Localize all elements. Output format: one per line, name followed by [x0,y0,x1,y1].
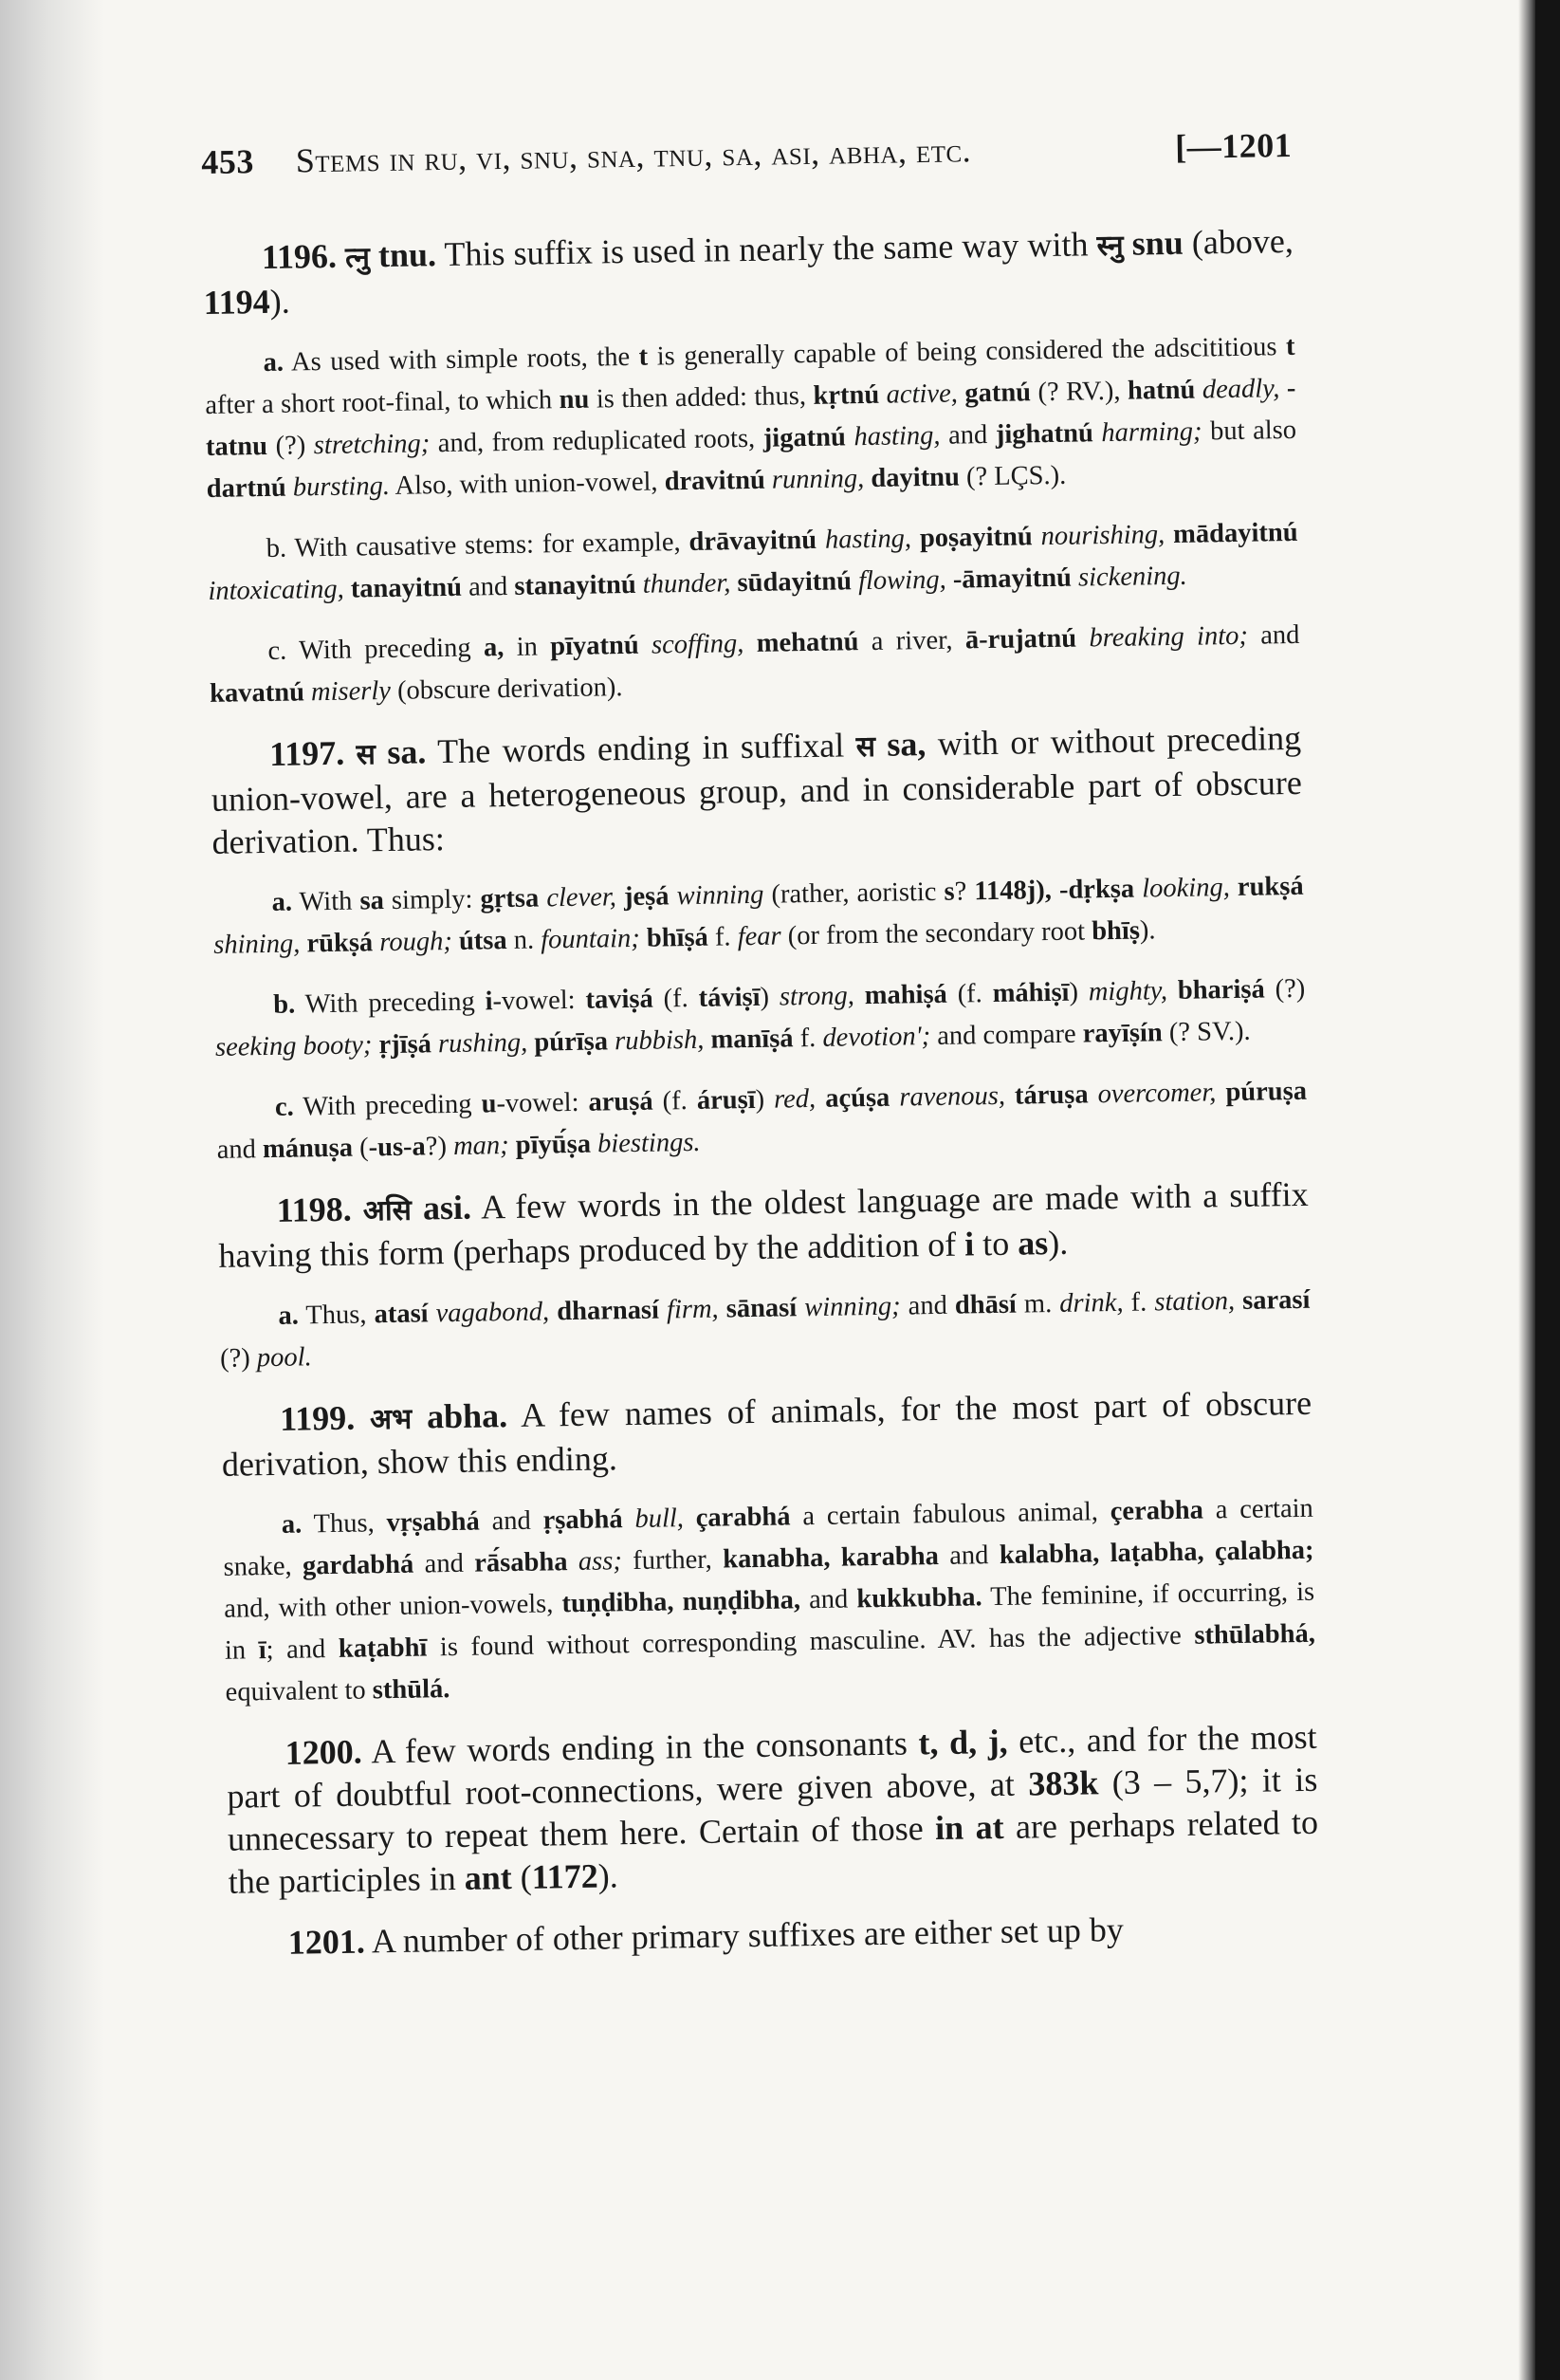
sanskrit-word: -dṛkṣa [1058,874,1135,905]
sanskrit-word: gṛtsa [480,883,540,914]
gloss: mighty, [1088,976,1168,1007]
subsection-1196b [207,512,1298,613]
section-text: are perhaps related to the participles in [228,1802,1319,1901]
sanskrit-form: sa [359,886,385,916]
section-number: 1197. [268,733,345,773]
gloss: station, [1154,1286,1236,1318]
section-text: etc., and for the most part of doubtful root-connections, were given above, at [227,1717,1317,1816]
sanskrit-word: rā́sabha [474,1547,568,1578]
subsection-text: after a short root-final, to which [205,385,553,420]
sanskrit-word: stanayitnú [514,569,636,601]
sanskrit-word: jeṣá [623,881,670,913]
running-title: Stems in ru, vi, snu, sna, tnu, sa, asi, abha, etc. [295,131,972,180]
subsection-text: (f. [663,984,688,1014]
subsection-text: With [299,886,353,917]
subsection-label: b. [273,989,296,1020]
sanskrit-word: açúṣa [824,1082,890,1114]
sanskrit-word: ā-rujatnú [964,623,1077,655]
page-number: 453 [201,142,255,181]
sanskrit-word: jigatnú [762,422,847,453]
subsection-text: and [1259,619,1300,651]
subsection-text: Also, with union-vowel, [395,467,658,501]
subsection-1197b [214,969,1306,1069]
gloss: deadly, [1202,374,1280,405]
subsection-text: and [491,1505,532,1537]
subsection-text: (rather, aoristic [771,876,937,910]
cross-reference: 383k [1027,1763,1099,1803]
sanskrit-word: sthūlabhá, [1194,1618,1316,1651]
subsection-text: and compare [937,1019,1076,1051]
subsection-text: With preceding [304,987,475,1020]
subsection-text: As used with simple roots, the [290,341,631,378]
sanskrit-word: kṛtnú [813,379,880,411]
subsection-text: With preceding [298,633,471,666]
section-text: ). [1047,1223,1069,1263]
subsection-label: a. [278,1301,300,1331]
sanskrit-word: áruṣī [696,1084,756,1116]
section-number: 1196. [261,236,338,277]
gloss: scoffing, [651,629,744,660]
subsection-1196c [209,615,1300,715]
section-range: [—1201 [1174,125,1293,166]
gloss: devotion'; [822,1022,931,1053]
subsection-label: a. [271,887,293,917]
gloss: thunder, [642,568,731,600]
sanskrit-word: dayitnu [871,462,961,493]
sanskrit-word: drāvayitnú [688,525,817,557]
gloss: overcomer, [1097,1078,1217,1110]
sanskrit-form: ī [258,1635,266,1666]
sanskrit-word: púruṣa [1225,1076,1308,1108]
subsection-text: ?) [425,1132,448,1162]
sanskrit-word: pīyū́ṣa [515,1129,592,1160]
sanskrit-word: táviṣī [698,982,761,1013]
section-text: ). [597,1856,619,1895]
page-edge-shadow [1518,0,1535,2380]
subsection-text: is generally capable of being considered the adscititious [656,332,1277,372]
sanskrit-word: dravitnú [664,465,766,497]
sanskrit-word: gardabhá [302,1549,414,1581]
gloss: drink, [1059,1287,1124,1319]
subsection-text: (?) [1275,973,1306,1005]
sanskrit-word: kanabha, karabha [722,1541,940,1575]
sanskrit-word: mādayitnú [1172,517,1298,549]
cross-reference: 1148j), [974,876,1053,907]
subsection-text: -vowel: [492,985,576,1017]
gloss: active, [886,378,959,410]
page-edge [1535,0,1560,2380]
subsection-text: (? LÇS.). [965,460,1067,492]
cross-reference: 1194 [203,282,270,322]
section-text: A number of other primary suffixes are either set up by [371,1910,1125,1961]
gloss: stretching; [313,429,431,461]
sanskrit-word: dhāsí [954,1289,1018,1320]
sanskrit-word: sānasí [725,1293,798,1324]
suffix-name: snu [1131,223,1184,263]
section-text: (3 – 5,7); it is unnecessary to repeat them here. Certain of those [227,1760,1318,1858]
gloss: nourishing, [1040,520,1165,552]
sanskrit-form: s [944,876,955,907]
subsection-text: (f. [957,979,983,1009]
section-number: 1199. [279,1398,356,1438]
section-text: A few words in the oldest language are made with a suffix having this form (perhaps produced by the addition of [218,1174,1309,1275]
section-text: A few names of animals, for the most part of obscure derivation, show this ending. [221,1383,1312,1484]
running-header [201,125,1293,182]
devanagari-suffix: असि [362,1193,413,1228]
section-number: 1198. [276,1190,353,1229]
sanskrit-word: dartnú [206,472,286,504]
suffix-name: sa, [887,725,927,764]
sanskrit-word: aruṣá [588,1086,653,1117]
sanskrit-word: vṛṣabhá [386,1506,481,1539]
gloss: miserly [310,675,392,708]
subsection-1197c [216,1071,1308,1172]
subsection-text: is found without corresponding masculine. AV. has the adjective [439,1620,1183,1663]
binding-shadow [0,0,104,2380]
section-text: ). [269,282,290,321]
gloss: bull, [634,1504,685,1534]
subsection-label: c. [267,636,287,666]
section-1200 [226,1716,1319,1904]
sanskrit-word: sarasí [1241,1284,1311,1316]
subsection-text: simply: [391,884,473,915]
sanskrit-word: poṣayitnú [919,522,1033,554]
subsection-text: The feminine, if occurring, is in [224,1577,1315,1666]
gloss: seeking booty; [214,1030,373,1062]
subsection-text: With preceding [303,1089,472,1122]
sanskrit-form: a, [483,633,505,663]
subsection-text: (obscure derivation). [396,673,623,706]
sanskrit-word: dharnasí [556,1295,660,1327]
subsection-1196a [204,326,1297,510]
gloss: breaking into; [1089,620,1249,654]
subsection-text: Thus, [313,1508,375,1540]
subsection-text: in [516,632,539,662]
gloss: ravenous, [899,1080,1006,1113]
sanskrit-word: -āmayitnú [952,563,1073,595]
subsection-text: (or from the secondary root [787,916,1086,951]
subsection-text: With causative stems: for example, [294,527,681,563]
subsection-label: b. [266,533,287,563]
sanskrit-word: atasí [374,1299,429,1330]
sanskrit-word: tanayitnú [350,572,463,604]
subsection-text: equivalent to [225,1675,366,1707]
sanskrit-word: gatnú [964,378,1032,409]
gloss: rough; [379,926,453,958]
subsection-text: ) [760,982,770,1012]
page-content [201,125,1320,1984]
sanskrit-word: mehatnú [756,627,859,658]
section-text: The words ending in suffixal [436,726,845,771]
section-text: ( [520,1857,533,1896]
section-text: to [982,1224,1010,1264]
section-text: with or without preceding union-vowel, are a heterogeneous group, and in considerable part of obscure derivation. Thus: [211,718,1303,861]
gloss: man; [452,1131,509,1161]
sanskrit-word: ṛṣabhá [542,1504,623,1536]
subsection-text: -vowel: [496,1087,579,1119]
subsection-text: and [949,1541,989,1571]
sanskrit-word: bhariṣá [1177,974,1265,1006]
devanagari-suffix: त्नु [344,241,371,275]
section-1197 [211,717,1303,864]
section-text: This suffix is used in nearly the same way with [444,225,1089,273]
subsection-text: m. [1023,1289,1053,1319]
sanskrit-word: útsa [458,926,507,956]
sanskrit-word: pīyatnú [549,630,639,662]
sanskrit-word: mánuṣa [262,1133,354,1165]
sanskrit-word: hatnú [1127,375,1196,406]
subsection-text: (?) [275,431,306,461]
gloss: a certain snake, [223,1493,1314,1582]
subsection-text: ) [755,1084,765,1115]
sanskrit-word: rukṣá [1237,871,1304,902]
subsection-1199a [223,1488,1316,1714]
sanskrit-word: manīṣá [710,1024,794,1055]
sanskrit-word: máhiṣī [992,977,1070,1008]
sanskrit-word: púrīṣa [534,1026,609,1058]
gloss: biestings. [596,1127,701,1159]
subsection-text: and [808,1584,849,1615]
subsection-text: is then added: thus, [596,381,807,415]
gloss: bursting. [292,470,391,503]
subsection-text: ). [1139,915,1156,946]
subsection-label: a. [263,347,284,378]
subsection-1198a [219,1280,1311,1380]
suffix-name: sa. [387,732,427,771]
gloss: a river, [871,625,953,656]
subsection-text: and [216,1135,257,1165]
section-number: 1200. [284,1732,362,1772]
sanskrit-word: -tatnu [205,373,1296,462]
sanskrit-word: ṛjīṣá [378,1029,432,1061]
gloss: strong, [779,981,855,1012]
gloss: ass; [578,1546,623,1577]
subsection-text: further, [633,1544,713,1577]
sanskrit-word: kavatnú [209,677,305,709]
sanskrit-form: -us-a [368,1132,427,1163]
gloss: red, [773,1083,817,1115]
gloss: sickening. [1077,561,1188,593]
gloss: firm, [666,1294,719,1325]
subsection-text: (?) [219,1343,251,1374]
sanskrit-word: taviṣá [585,984,653,1015]
gloss: hasting, [824,524,912,555]
gloss: fountain; [540,923,640,955]
sanskrit-form: as [1017,1224,1049,1263]
sanskrit-word: tuṇḍibha, nuṇḍibha, [561,1585,801,1619]
subsection-text: f. [714,922,731,952]
sanskrit-form: ant [464,1858,513,1897]
sanskrit-form: in at [934,1807,1004,1848]
sanskrit-word: çarabhá [695,1502,791,1533]
suffix-name: asi. [422,1188,472,1227]
devanagari-suffix: स [356,738,376,772]
subsection-text: ) [1069,977,1079,1007]
sanskrit-form: nu [559,384,590,415]
subsection-text: and [468,571,508,602]
sanskrit-word: mahiṣá [864,979,948,1011]
sanskrit-word: sthūlá. [372,1674,450,1706]
subsection-text: and [908,1290,948,1321]
sanskrit-word: kalabha, laṭabha, çalabha; [999,1535,1314,1570]
gloss: vagabond, [435,1297,550,1329]
subsection-label: a. [281,1509,303,1540]
subsection-label: c. [274,1092,295,1122]
sanskrit-form: t [1285,331,1295,362]
sanskrit-word: rūkṣá [306,928,374,959]
subsection-text: f. [799,1023,817,1054]
subsection-text: and [424,1548,465,1579]
subsection-text: ( [358,1133,369,1163]
subsection-text: ; and [266,1634,326,1666]
sanskrit-form: u [481,1089,497,1119]
gloss: shining, [213,929,301,960]
subsection-1197a [212,866,1304,967]
subsection-text: Thus, [305,1300,367,1331]
devanagari-suffix: स [855,729,876,765]
sanskrit-word: táruṣa [1014,1079,1089,1111]
gloss: pool. [256,1342,312,1374]
sanskrit-word: rayīṣín [1082,1018,1163,1049]
sanskrit-word: kaṭabhī [338,1633,428,1664]
gloss: winning; [804,1291,901,1323]
sanskrit-word: kukkubha. [856,1582,982,1614]
gloss: running, [771,464,865,495]
cross-reference: 1172 [531,1856,599,1896]
gloss: clever, [546,882,617,913]
devanagari-suffix: अभ [369,1402,413,1437]
subsection-text: ? [954,876,967,907]
subsection-text: but also [1209,415,1297,447]
gloss: fear [737,921,781,952]
sanskrit-form: i [485,987,493,1017]
gloss: rushing, [437,1027,528,1060]
section-text: (above, [1191,221,1294,262]
suffix-name: tnu. [377,235,437,275]
subsection-text: f. [1130,1287,1147,1318]
sanskrit-form: i [964,1225,975,1264]
section-1201 [229,1906,1320,1965]
gloss: flowing, [857,564,946,597]
devanagari-suffix: स्नु [1096,229,1124,264]
gloss: winning [676,879,764,912]
subsection-text: (? RV.), [1037,376,1121,408]
subsection-text: (f. [662,1086,688,1116]
section-1199 [221,1382,1312,1486]
sanskrit-word: bhīṣ [1091,915,1141,947]
section-number: 1201. [287,1922,366,1962]
subsection-text: and [947,420,988,451]
sanskrit-word: çerabha [1110,1495,1204,1527]
sanskrit-word: jighatnú [995,418,1094,450]
gloss: hasting, [853,420,941,452]
sanskrit-word: bhīṣá [646,922,709,953]
subsection-text: n. [513,925,535,955]
subsection-text: and, from reduplicated roots, [437,423,756,459]
subsection-text: (? SV.). [1168,1016,1251,1048]
sanskrit-word: sūdayitnú [737,566,853,599]
gloss: rubbish, [614,1024,705,1057]
section-1196 [203,220,1294,324]
gloss: harming; [1101,416,1202,449]
sanskrit-form: t [638,341,649,372]
subsection-text: and, with other union-vowels, [224,1589,554,1624]
section-text: A few words ending in the consonants [370,1724,908,1771]
sanskrit-form: t, d, j, [918,1722,1008,1762]
suffix-name: abha. [426,1396,508,1436]
gloss: intoxicating, [208,574,344,606]
section-1198 [217,1173,1309,1278]
gloss: looking, [1141,873,1231,904]
gloss: a certain fabulous animal, [802,1497,1099,1532]
